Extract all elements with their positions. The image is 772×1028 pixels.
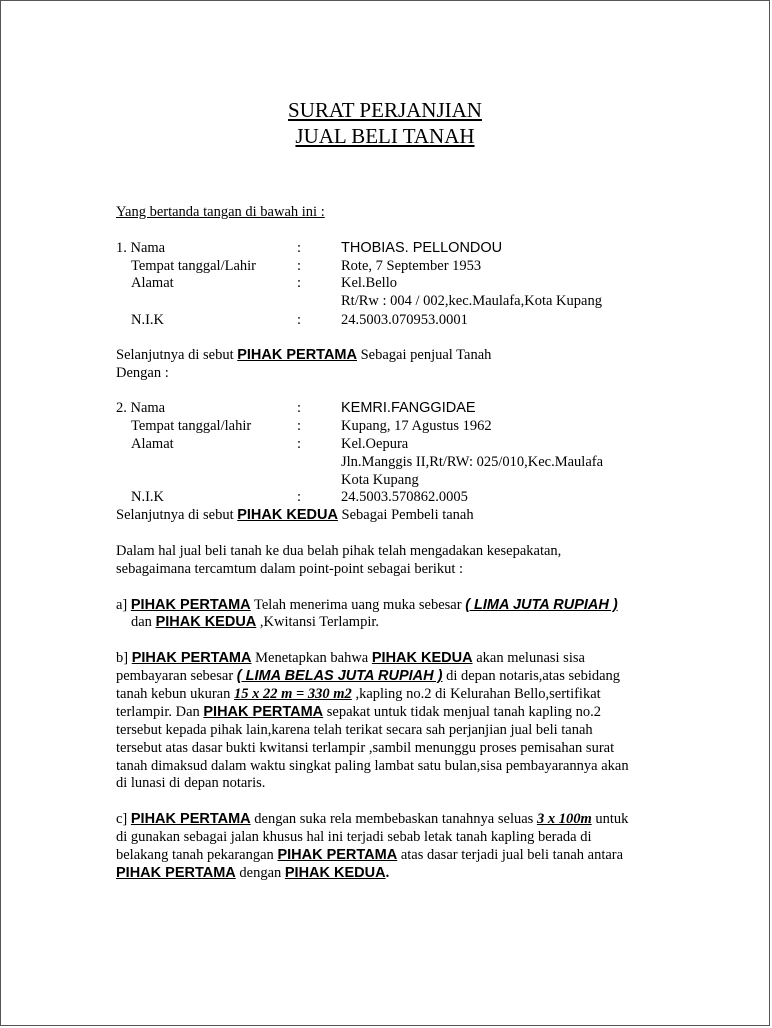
party1-ttl-value: Rote, 7 September 1953 xyxy=(341,258,482,274)
point-c-prefix: c] xyxy=(116,811,131,827)
designation-prefix: Selanjutnya di sebut xyxy=(116,347,238,363)
point-c-line2: di gunakan sebagai jalan khusus hal ini terjadi sebab letak tanah kapling berada di xyxy=(116,829,592,845)
point-b-line3 xyxy=(116,686,601,703)
point-b-line5: tersebut kepada pihak lain,karena telah terikat secara sah perjanjian jual beli tanah xyxy=(116,722,593,738)
point-c-text: untuk xyxy=(591,811,629,827)
party1-address-line2: Rt/Rw : 004 / 002,kec.Maulafa,Kota Kupang xyxy=(341,293,602,309)
party1-name-colon: : xyxy=(297,240,302,256)
point-a-text: Telah menerima uang muka sebesar xyxy=(250,597,466,613)
point-b-line1 xyxy=(116,650,585,667)
point-c-text: dengan xyxy=(235,865,285,881)
point-b-line6: tersebut atas dasar bukti kwitansi terlampir ,sambil menunggu proses pemisahan surat xyxy=(116,740,615,756)
amount-down-payment: ( LIMA JUTA RUPIAH ) xyxy=(465,597,618,613)
point-b-text: Menetapkan bahwa xyxy=(251,650,372,666)
party2-nik-value: 24.5003.570862.0005 xyxy=(341,489,468,505)
party2-name-value: KEMRI.FANGGIDAE xyxy=(341,400,476,416)
point-a-prefix: a] xyxy=(116,597,131,613)
pihak-pertama-label: PIHAK PERTAMA xyxy=(130,811,251,827)
point-c-text: belakang tanah pekarangan xyxy=(116,847,278,863)
point-a-text: dan xyxy=(131,614,156,630)
party1-ttl-label: Tempat tanggal/Lahir xyxy=(131,258,257,274)
party1-nik-value: 24.5003.070953.0001 xyxy=(341,312,468,328)
document-title-line-1: SURAT PERJANJIAN xyxy=(288,98,482,122)
point-c-text: atas dasar terjadi jual beli tanah antara xyxy=(397,847,624,863)
party1-designation xyxy=(116,347,491,364)
agreement-para-line1: Dalam hal jual beli tanah ke dua belah pihak telah mengadakan kesepakatan, xyxy=(116,543,562,559)
party1-name-value: THOBIAS. PELLONDOU xyxy=(341,240,503,256)
designation-role: Sebagai Pembeli tanah xyxy=(337,507,474,523)
party2-name-label: 2. Nama xyxy=(116,400,166,416)
pihak-pertama-label: PIHAK PERTAMA xyxy=(116,865,236,881)
party2-name-colon: : xyxy=(297,400,302,416)
point-c-line4 xyxy=(116,865,389,882)
party1-nik-colon: : xyxy=(297,312,302,328)
pihak-kedua-label: PIHAK KEDUA xyxy=(237,507,338,523)
document-title-line-2: JUAL BELI TANAH xyxy=(295,124,475,148)
party2-nik-label: N.I.K xyxy=(131,489,165,505)
point-c-line1 xyxy=(116,811,628,828)
point-b-text: ,kapling no.2 di Kelurahan Bello,sertifikat xyxy=(351,686,601,702)
party2-address-line1: Kel.Oepura xyxy=(341,436,409,452)
land-size: 15 x 22 m = 330 m2 xyxy=(233,686,352,702)
intro-text: Yang bertanda tangan di bawah ini : xyxy=(116,204,325,220)
pihak-kedua-label: PIHAK KEDUA xyxy=(155,614,257,630)
point-b-text: akan melunasi sisa xyxy=(472,650,585,666)
party1-address-colon: : xyxy=(297,275,302,291)
party1-address-label: Alamat xyxy=(131,275,174,291)
designation-role: Sebagai penjual Tanah xyxy=(356,347,492,363)
party1-address-line1: Kel.Bello xyxy=(341,275,397,291)
point-b-line8: di lunasi di depan notaris. xyxy=(116,775,266,791)
party1-name-label: 1. Nama xyxy=(116,240,166,256)
point-c-line3 xyxy=(116,847,623,864)
pihak-pertama-label: PIHAK PERTAMA xyxy=(203,704,324,720)
party2-nik-colon: : xyxy=(297,489,302,505)
party2-address-colon: : xyxy=(297,436,302,452)
pihak-kedua-label: PIHAK KEDUA xyxy=(371,650,473,666)
amount-remaining: ( LIMA BELAS JUTA RUPIAH ) xyxy=(236,668,443,684)
party2-ttl-colon: : xyxy=(297,418,302,434)
designation-prefix: Selanjutnya di sebut xyxy=(116,507,238,523)
pihak-pertama-label: PIHAK PERTAMA xyxy=(131,650,252,666)
pihak-pertama-label: PIHAK PERTAMA xyxy=(130,597,251,613)
pihak-pertama-label: PIHAK PERTAMA xyxy=(277,847,398,863)
agreement-para-line2: sebagaimana tercamtum dalam point-point sebagai berikut : xyxy=(116,561,464,577)
point-b-text: sepakat untuk tidak menjual tanah kapling no.2 xyxy=(323,704,602,720)
point-a-line1 xyxy=(116,597,618,614)
point-b-prefix: b] xyxy=(116,650,132,666)
party2-ttl-label: Tempat tanggal/lahir xyxy=(131,418,252,434)
point-b-text: pembayaran sebesar xyxy=(116,668,237,684)
point-c-text: dengan suka rela membebaskan tanahnya seluas xyxy=(250,811,537,827)
point-b-text: terlampir. Dan xyxy=(116,704,204,720)
point-b-text: tanah kebun ukuran xyxy=(116,686,234,702)
point-b-line2 xyxy=(116,668,620,685)
point-b-text: di depan notaris,atas sebidang xyxy=(442,668,621,684)
party1-nik-label: N.I.K xyxy=(131,312,165,328)
point-b-line4 xyxy=(116,704,601,721)
pihak-kedua-label: PIHAK KEDUA xyxy=(284,865,386,881)
party1-ttl-colon: : xyxy=(297,258,302,274)
party2-address-line3: Kota Kupang xyxy=(341,472,419,488)
party2-designation xyxy=(116,507,474,524)
road-size: 3 x 100m xyxy=(536,811,592,827)
party2-address-label: Alamat xyxy=(131,436,174,452)
dengan-text: Dengan : xyxy=(116,365,169,381)
party2-address-line2: Jln.Manggis II,Rt/RW: 025/010,Kec.Maulafa xyxy=(341,454,604,470)
point-b-line7: tanah dimaksud dalam waktu singkat paling lambat satu bulan,sisa pembayarannya akan xyxy=(116,758,629,774)
pihak-pertama-label: PIHAK PERTAMA xyxy=(237,347,357,363)
point-a-text: ,Kwitansi Terlampir. xyxy=(256,614,380,630)
point-c-end: . xyxy=(385,865,390,881)
party2-ttl-value: Kupang, 17 Agustus 1962 xyxy=(341,418,492,434)
point-a-line2 xyxy=(131,614,379,631)
